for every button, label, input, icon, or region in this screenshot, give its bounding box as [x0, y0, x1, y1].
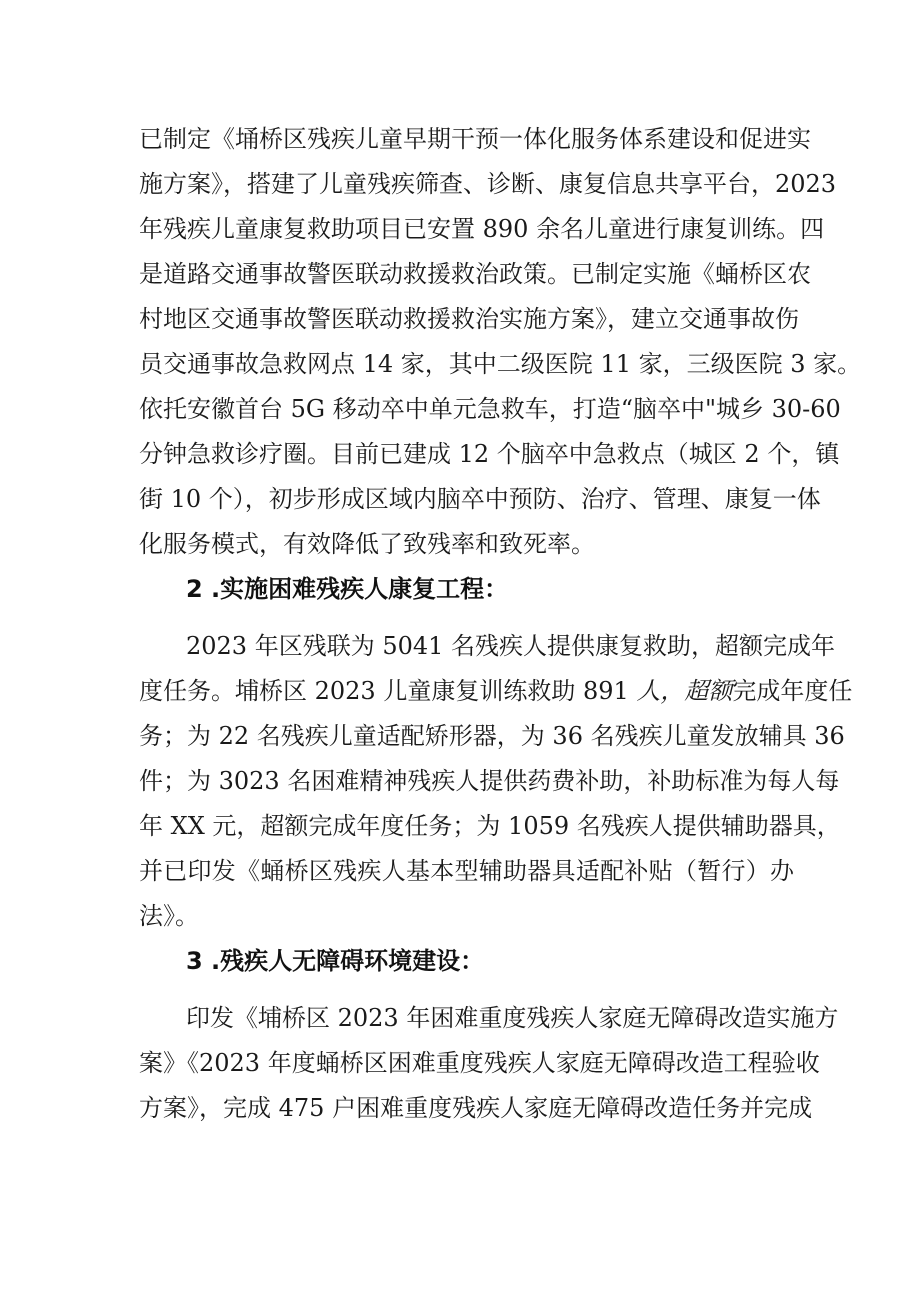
- section-heading-2: 2 .实施困难残疾人康复工程：: [186, 575, 509, 603]
- paragraph-2-line-6: 并已印发《蛹桥区残疾人基本型辅助器具适配补贴（暂行）办: [139, 857, 794, 885]
- paragraph-2-line-2-text-a: 度任务。埔桥区 2023 儿童康复训练救助 891: [139, 677, 637, 705]
- paragraph-1-line-10: 化服务模式，有效降低了致残率和致死率。: [139, 530, 595, 558]
- paragraph-1-line-1: 已制定《埇桥区残疾儿童早期干预一体化服务体系建设和促进实: [139, 125, 811, 153]
- paragraph-2-line-7: 法》。: [139, 902, 199, 930]
- paragraph-1-line-5: 村地区交通事故警医联动救援救治实施方案》，建立交通事故伤: [139, 305, 799, 333]
- paragraph-2-line-1: 2023 年区残联为 5041 名残疾人提供康复救助，超额完成年: [186, 632, 836, 660]
- paragraph-1-line-3: 年残疾儿童康复救助项目已安置 890 余名儿童进行康复训练。四: [139, 215, 825, 243]
- paragraph-1-line-6: 员交通事故急救网点 14 家，其中二级医院 11 家，三级医院 3 家。: [139, 350, 862, 378]
- paragraph-1-line-7: 依托安徽首台 5G 移动卒中单元急救车，打造“脑卒中"城乡 30-60: [139, 395, 841, 423]
- paragraph-3-line-2: 案》《2023 年度蛹桥区困难重度残疾人家庭无障碍改造工程验收: [139, 1049, 820, 1077]
- paragraph-1-line-8: 分钟急救诊疗圈。目前已建成 12 个脑卒中急救点（城区 2 个，镇: [139, 440, 840, 468]
- paragraph-3-line-1: 印发《埔桥区 2023 年困难重度残疾人家庭无障碍改造实施方: [186, 1004, 839, 1032]
- paragraph-3-line-3: 方案》，完成 475 户困难重度残疾人家庭无障碍改造任务并完成: [139, 1094, 813, 1122]
- paragraph-1-line-9: 街 10 个），初步形成区域内脑卒中预防、治疗、管理、康复一体: [139, 485, 821, 513]
- paragraph-2-line-2: [139, 674, 853, 708]
- paragraph-1-line-4: 是道路交通事故警医联动救援救治政策。已制定实施《蛹桥区农: [139, 260, 811, 288]
- paragraph-1-line-2: 施方案》，搭建了儿童残疾筛查、诊断、康复信息共享平台，2023: [139, 170, 837, 198]
- paragraph-2-line-2-text-b: 完成年度任: [732, 677, 853, 705]
- paragraph-2-line-2-italic-text: 人，超额: [636, 677, 733, 705]
- paragraph-2-line-5: 年 XX 元，超额完成年度任务；为 1059 名残疾人提供辅助器具，: [139, 812, 841, 840]
- section-heading-3: 3 .残疾人无障碍环境建设：: [186, 947, 485, 975]
- paragraph-2-line-4: 件；为 3023 名困难精神残疾人提供药费补助，补助标准为每人每: [139, 767, 840, 795]
- paragraph-2-line-3: 务；为 22 名残疾儿童适配矫形器，为 36 名残疾儿童发放辅具 36: [139, 722, 845, 750]
